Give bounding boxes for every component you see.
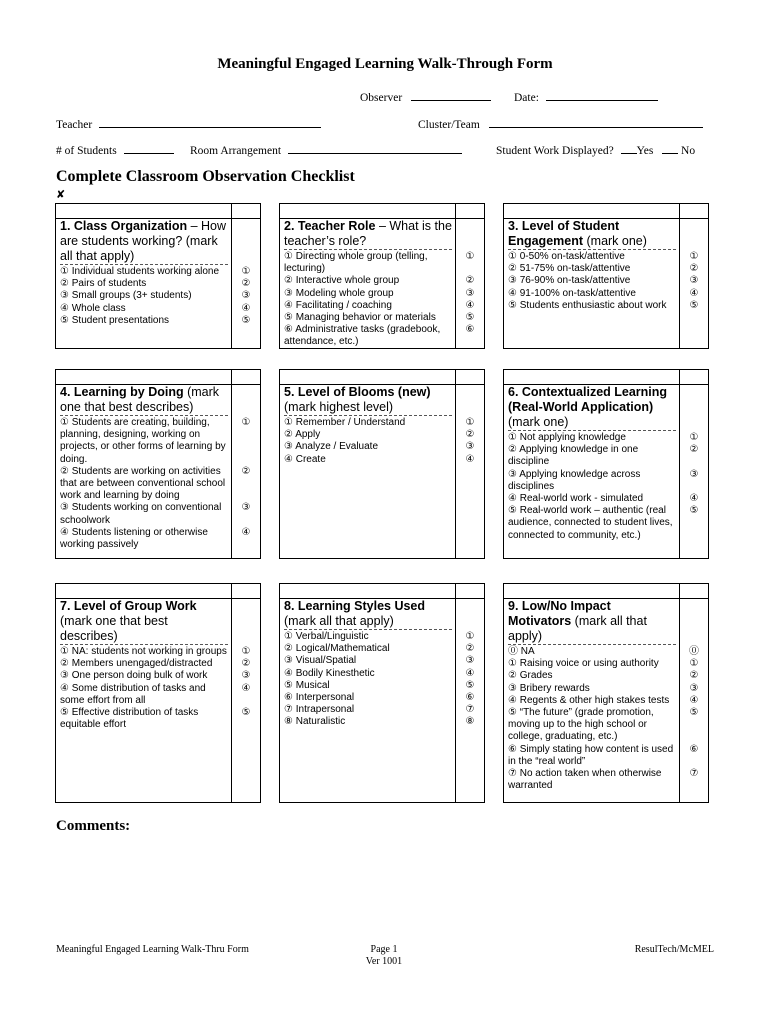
box-title: [508, 599, 676, 644]
checklist-item: ④ Bodily Kinesthetic: [284, 667, 375, 679]
checklist-title: Complete Classroom Observation Checklist: [56, 168, 355, 185]
checklist-item: ⑤ Musical: [284, 679, 330, 691]
footer-version: Ver 1001: [365, 956, 403, 967]
checklist-checkbox[interactable]: ③: [689, 275, 699, 287]
checklist-checkbox[interactable]: ④: [689, 493, 699, 505]
checklist-checkbox[interactable]: ⑥: [689, 743, 699, 755]
checklist-item: ③ Students working on conventional schoolwork: [60, 502, 222, 526]
box-content: [508, 599, 676, 792]
checklist-checkbox[interactable]: ①: [689, 432, 699, 443]
checklist-item: ① Directing whole group (telling, lecturing): [284, 251, 428, 275]
box-title-bold: 9. Low/No Impact Motivators: [508, 599, 611, 628]
box-title-rest: (mark all that apply): [284, 614, 394, 628]
checklist-item: ① Raising voice or using authority: [508, 658, 659, 670]
checklist-mark-icon: ✘: [56, 189, 66, 201]
checklist-item: ② Members unengaged/distracted: [60, 658, 213, 670]
checklist-checkbox[interactable]: ③: [689, 468, 699, 480]
no-blank[interactable]: [662, 141, 678, 154]
checklist-item: ② 51-75% on-task/attentive: [508, 263, 631, 275]
observer-field[interactable]: [360, 88, 491, 104]
students-label: # of Students: [56, 145, 117, 157]
checklist-item: ⑥ Interpersonal: [284, 692, 355, 704]
box-title-rest: – What is the teacher’s role?: [284, 219, 452, 248]
checklist-checkbox[interactable]: ③: [241, 670, 251, 682]
checklist-checkbox[interactable]: ⑤: [241, 314, 251, 326]
checklist-checkbox[interactable]: ②: [465, 643, 475, 655]
checklist-checkbox[interactable]: ⑤: [465, 679, 475, 691]
checklist-checkbox[interactable]: ④: [465, 299, 475, 311]
checklist-item: ③ Visual/Spatial: [284, 655, 357, 667]
checklist-item: ⑥ Simply stating how content is used in the “real world”: [508, 743, 674, 767]
checklist-checkbox[interactable]: ③: [241, 502, 251, 514]
footer-form-name: Meaningful Engaged Learning Walk-Thru Form: [56, 944, 249, 955]
box-content: [60, 599, 228, 731]
box-title: [60, 385, 228, 415]
checklist-item: ① Verbal/Linguistic: [284, 631, 369, 642]
box-title: [508, 219, 676, 249]
checklist-item: ⑤ Students enthusiastic about work: [508, 299, 667, 311]
checklist-checkbox[interactable]: ②: [465, 429, 475, 441]
checklist-checkbox[interactable]: ③: [465, 441, 475, 453]
title-divider: [284, 249, 452, 250]
checklist-checkbox[interactable]: ④: [241, 526, 251, 538]
checklist-item: ③ Bribery rewards: [508, 682, 590, 694]
checklist-checkbox[interactable]: ①: [241, 646, 251, 657]
title-divider: [284, 415, 452, 416]
checklist-checkbox[interactable]: ⑥: [465, 692, 475, 704]
checklist-checkbox[interactable]: ①: [465, 631, 475, 642]
room-label: Room Arrangement: [190, 145, 282, 157]
checklist-item: ⑦ Intrapersonal: [284, 704, 355, 716]
checklist-checkbox[interactable]: ⑥: [465, 324, 475, 336]
box-title-rest: (mark one that best describes): [60, 385, 220, 414]
checklist-item: ③ Analyze / Evaluate: [284, 441, 379, 453]
checklist-checkbox[interactable]: ②: [241, 278, 251, 290]
checklist-item: ② Applying knowledge in one discipline: [508, 444, 639, 468]
checklist-checkbox[interactable]: ⑤: [689, 707, 699, 719]
date-field[interactable]: [514, 88, 658, 104]
title-divider: [508, 249, 676, 250]
comments-label: Comments:: [56, 818, 131, 834]
box-title-bold: 3. Level of Student Engagement: [508, 219, 620, 248]
box-title: [508, 385, 676, 430]
box-title-bold: 5. Level of Blooms (new): [284, 385, 431, 399]
checklist-checkbox[interactable]: ②: [689, 670, 699, 682]
checklist-checkbox[interactable]: ②: [465, 275, 475, 287]
checklist-item: ⑤ Real-world work – authentic (real audience, connected to student lives, connected to community, etc.): [508, 505, 673, 541]
date-blank[interactable]: [546, 88, 658, 101]
checklist-checkbox[interactable]: ③: [689, 682, 699, 694]
checklist-item: ① NA: students not working in groups: [60, 646, 227, 657]
title-divider: [60, 415, 228, 416]
box-title-rest: (mark one that best describes): [60, 614, 168, 643]
checklist-item: ④ Students listening or otherwise working passively: [60, 526, 208, 551]
checklist-item: ⑧ Naturalistic: [284, 716, 346, 728]
checklist-item: ⑤ “The future” (grade promotion, moving up to the high school or college, graduating, etc.): [508, 707, 654, 743]
box-teacher-role: [279, 203, 485, 349]
box-motivators: [503, 583, 709, 803]
checklist-checkbox[interactable]: ①: [241, 417, 251, 428]
student-work-label: Student Work Displayed?: [496, 145, 614, 157]
checklist-item: ② Pairs of students: [60, 278, 147, 290]
box-title-bold: 8. Learning Styles Used: [284, 599, 426, 613]
box-title-rest: (mark one): [508, 415, 569, 429]
box-content: [508, 385, 676, 542]
checklist-checkbox[interactable]: ⑦: [689, 768, 699, 780]
yes-blank[interactable]: [621, 141, 637, 154]
checklist-checkbox[interactable]: ③: [465, 655, 475, 667]
teacher-field[interactable]: [56, 115, 321, 131]
checklist-item: ③ Modeling whole group: [284, 287, 394, 299]
form-title: Meaningful Engaged Learning Walk-Through Form: [217, 56, 553, 72]
checklist-checkbox[interactable]: ④: [689, 694, 699, 706]
box-title: [284, 219, 452, 249]
cluster-label: Cluster/Team: [418, 119, 480, 131]
checklist-item: ⑤ Managing behavior or materials: [284, 312, 436, 324]
checklist-checkbox[interactable]: ④: [465, 453, 475, 465]
checklist-item: ③ Applying knowledge across disciplines: [508, 468, 641, 492]
checklist-item: ④ 91-100% on-task/attentive: [508, 287, 636, 299]
room-blank[interactable]: [288, 141, 462, 154]
checklist-item: ⑥ Administrative tasks (gradebook, attendance, etc.): [284, 324, 441, 348]
title-divider: [60, 644, 228, 645]
box-contextualized-learning: [503, 369, 709, 559]
checklist-checkbox[interactable]: ⑤: [465, 312, 475, 324]
cluster-field[interactable]: [418, 115, 703, 131]
checklist-item: ③ 76-90% on-task/attentive: [508, 275, 631, 287]
checklist-item: ⑤ Student presentations: [60, 314, 170, 326]
box-title-rest: (mark all that apply): [508, 614, 647, 643]
comments-area[interactable]: [56, 840, 710, 936]
box-content: [284, 219, 452, 349]
footer-credit: ResulTech/McMEL: [634, 944, 714, 955]
students-field[interactable]: [56, 141, 174, 157]
checklist-checkbox[interactable]: ⑦: [465, 704, 475, 716]
students-blank[interactable]: [124, 141, 174, 154]
box-title: [284, 385, 452, 415]
checklist-item: ② Apply: [284, 429, 321, 441]
checklist-checkbox[interactable]: ③: [465, 287, 475, 299]
checklist-checkbox[interactable]: ⑤: [241, 707, 251, 719]
checklist-item: ② Grades: [508, 670, 553, 682]
checklist-checkbox[interactable]: ②: [689, 444, 699, 456]
box-group-work: [55, 583, 261, 803]
checklist-checkbox[interactable]: ②: [689, 263, 699, 275]
student-work-field[interactable]: [496, 141, 695, 157]
checklist-item: ④ Regents & other high stakes tests: [508, 694, 670, 706]
box-student-engagement: [503, 203, 709, 349]
box-title: [60, 599, 228, 644]
checklist-item: ③ One person doing bulk of work: [60, 670, 208, 682]
checklist-item: ③ Small groups (3+ students): [60, 290, 192, 302]
checklist-checkbox[interactable]: ①: [465, 251, 475, 262]
checklist-checkbox[interactable]: ①: [689, 251, 699, 262]
checklist-item: ⓪ NA: [508, 646, 535, 657]
box-title: [284, 599, 452, 629]
box-title: [60, 219, 228, 264]
observer-label: Observer: [360, 92, 403, 104]
checklist-checkbox[interactable]: ②: [241, 658, 251, 670]
box-learning-by-doing: [55, 369, 261, 559]
checklist-item: ④ Facilitating / coaching: [284, 299, 392, 311]
box-blooms: [279, 369, 485, 559]
checklist-item: ② Students are working on activities that are between conventional school work and learning by doing: [60, 465, 226, 502]
checklist-checkbox[interactable]: ④: [241, 302, 251, 314]
checklist-item: ⑦ No action taken when otherwise warranted: [508, 768, 662, 792]
box-title-bold: 2. Teacher Role: [284, 219, 376, 233]
title-divider: [60, 264, 228, 265]
checklist-checkbox[interactable]: ⑤: [689, 505, 699, 517]
checklist-checkbox[interactable]: ③: [241, 290, 251, 302]
title-divider: [508, 644, 676, 645]
checklist-item: ② Interactive whole group: [284, 275, 400, 287]
box-title-bold: 7. Level of Group Work: [60, 599, 197, 613]
yes-label: Yes: [636, 145, 654, 157]
checklist-item: ⑤ Effective distribution of tasks equitable effort: [60, 707, 199, 731]
box-title-rest: (mark one): [583, 234, 647, 248]
no-label: No: [681, 145, 696, 157]
checklist-checkbox[interactable]: ④: [465, 667, 475, 679]
checklist-checkbox[interactable]: ⑧: [465, 716, 475, 728]
checklist-checkbox[interactable]: ②: [241, 465, 251, 477]
box-title-rest: – How are students working? (mark all that apply): [60, 219, 227, 263]
checklist-checkbox[interactable]: ④: [689, 287, 699, 299]
box-content: [508, 219, 676, 312]
checklist-item: ④ Some distribution of tasks and some effort from all: [60, 682, 206, 706]
date-label: Date:: [514, 92, 539, 104]
box-title-bold: 6. Contextualized Learning (Real-World Application): [508, 385, 668, 414]
checklist-item: ① 0-50% on-task/attentive: [508, 251, 625, 262]
box-learning-styles: [279, 583, 485, 803]
checklist-item: ① Not applying knowledge: [508, 432, 626, 443]
checklist-checkbox[interactable]: ⑤: [689, 299, 699, 311]
room-field[interactable]: [190, 141, 462, 157]
teacher-blank[interactable]: [99, 115, 321, 128]
checklist-checkbox[interactable]: ④: [241, 682, 251, 694]
checklist-checkbox[interactable]: ①: [689, 658, 699, 670]
observer-blank[interactable]: [411, 88, 491, 101]
checklist-item: ② Logical/Mathematical: [284, 643, 390, 655]
box-title-rest: (mark highest level): [284, 400, 394, 414]
box-title-bold: 1. Class Organization: [60, 219, 188, 233]
teacher-label: Teacher: [56, 119, 93, 131]
checklist-item: ④ Real-world work - simulated: [508, 493, 644, 505]
checklist-item: ① Remember / Understand: [284, 417, 406, 428]
checklist-checkbox[interactable]: ①: [241, 266, 251, 277]
box-class-organization: [55, 203, 261, 349]
checklist-checkbox[interactable]: ①: [465, 417, 475, 428]
checklist-checkbox[interactable]: ⓪: [689, 646, 699, 657]
title-divider: [284, 629, 452, 630]
box-title-bold: 4. Learning by Doing: [60, 385, 184, 399]
checklist-item: ① Individual students working alone: [60, 266, 220, 277]
footer-page: Page 1: [370, 944, 398, 955]
box-content: [284, 385, 452, 466]
checklist-item: ④ Create: [284, 453, 326, 465]
checklist-item: ① Students are creating, building, planning, designing, working on projects, or other forms of learning by doing.: [60, 417, 226, 465]
cluster-blank[interactable]: [489, 115, 703, 128]
box-content: [60, 385, 228, 551]
title-divider: [508, 430, 676, 431]
checklist-item: ④ Whole class: [60, 302, 126, 314]
box-content: [60, 219, 228, 327]
box-content: [284, 599, 452, 729]
